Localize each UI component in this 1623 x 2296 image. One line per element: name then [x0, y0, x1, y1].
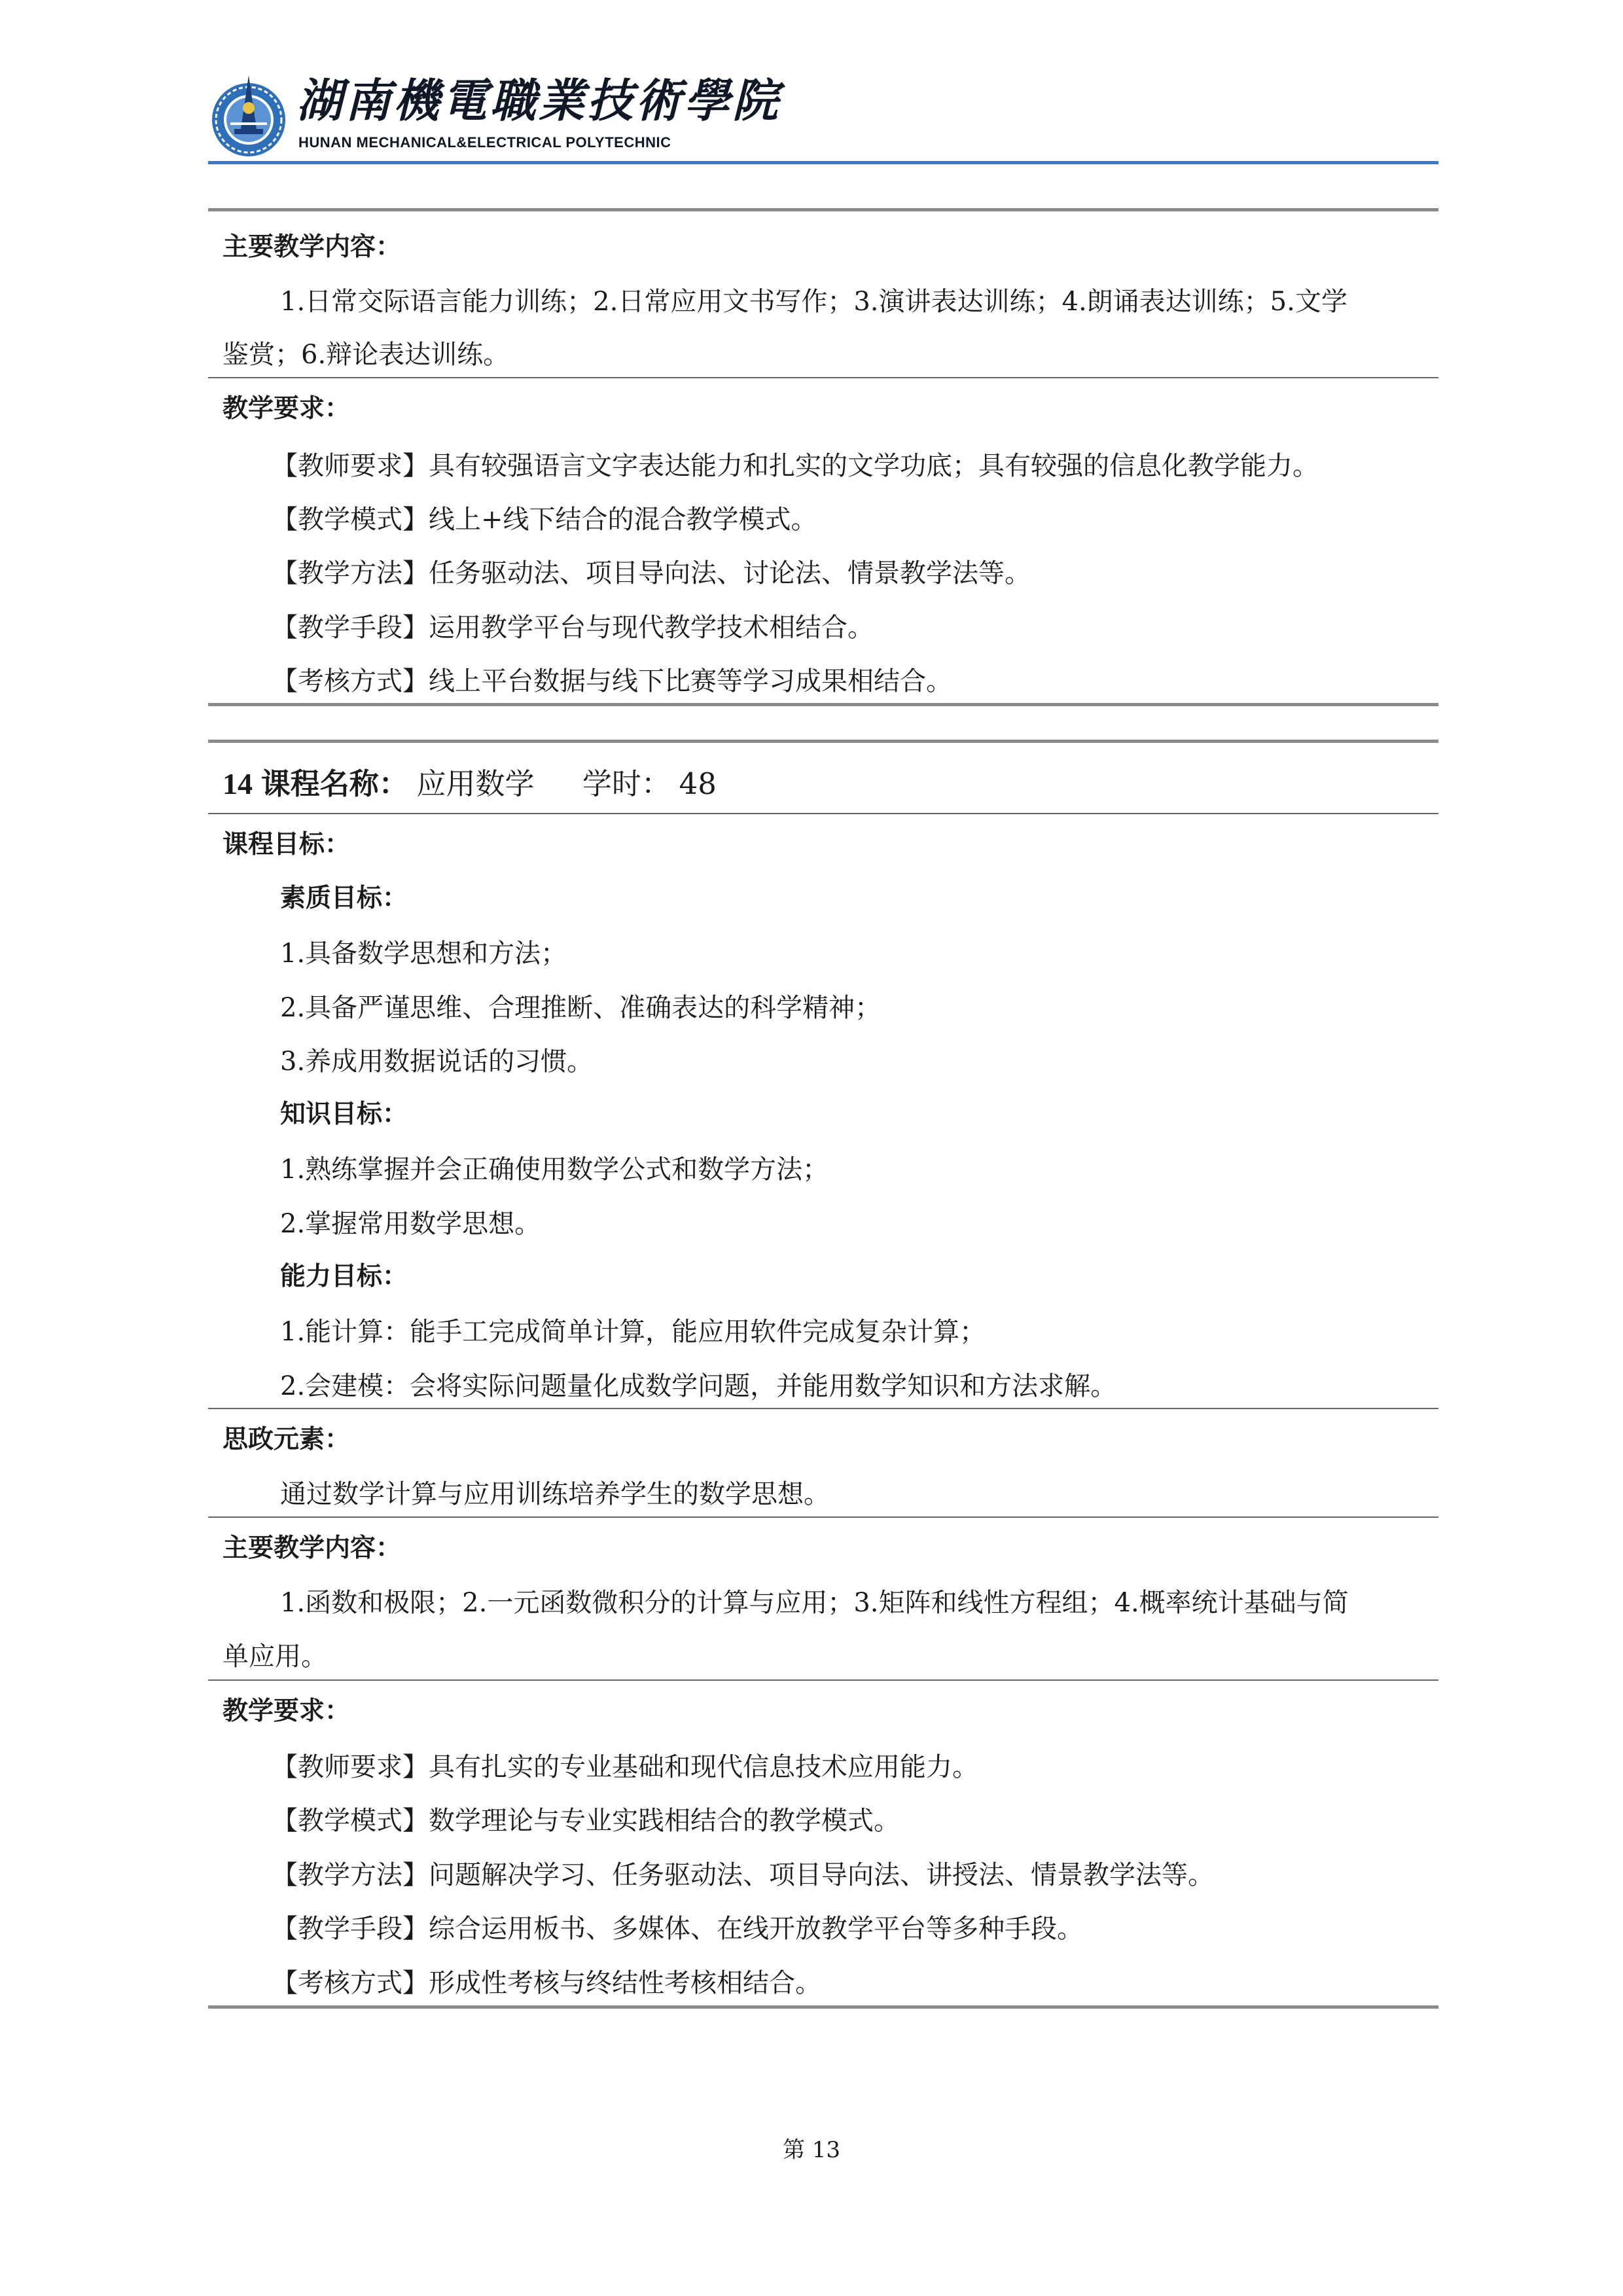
requirement-item: 【教学手段】综合运用板书、多媒体、在线开放教学平台等多种手段。: [272, 1914, 1083, 1944]
course-number: 14: [223, 767, 253, 800]
goal-heading: 课程目标：: [223, 830, 351, 859]
table-rule: [208, 377, 1438, 378]
requirement-item: 【教学手段】运用教学平台与现代教学技术相结合。: [272, 613, 874, 643]
table-rule: [208, 1679, 1438, 1681]
course-hours-label: 学时：: [582, 766, 671, 801]
goal-item: 2.具备严谨思维、合理推断、准确表达的科学精神；: [280, 993, 882, 1023]
knowledge-heading: 知识目标：: [280, 1100, 408, 1129]
table-rule: [208, 1408, 1438, 1409]
requirement-item: 【考核方式】线上平台数据与线下比赛等学习成果相结合。: [272, 666, 952, 696]
content-text: 单应用。: [223, 1641, 327, 1672]
goal-item: 1.熟练掌握并会正确使用数学公式和数学方法；: [280, 1155, 829, 1185]
school-logo-icon: [208, 69, 290, 160]
table-rule: [208, 208, 1438, 211]
page-number: 第 13: [782, 2137, 841, 2163]
requirements-heading: 教学要求：: [223, 1696, 351, 1726]
content-heading: 主要教学内容：: [223, 1534, 402, 1563]
course-name-label: 课程名称：: [260, 766, 408, 801]
table-rule: [208, 740, 1438, 743]
requirement-item: 【考核方式】形成性考核与终结性考核相结合。: [272, 1968, 821, 1998]
content-heading: 主要教学内容：: [223, 232, 402, 262]
school-name-cn: 湖南機電職業技術學院: [296, 73, 781, 128]
table-rule: [208, 1516, 1438, 1518]
requirement-item: 【教师要求】具有扎实的专业基础和现代信息技术应用能力。: [272, 1752, 978, 1782]
ideology-heading: 思政元素：: [223, 1425, 351, 1454]
table-rule: [208, 813, 1438, 814]
table-rule: [208, 2005, 1438, 2009]
goal-item: 2.掌握常用数学思想。: [280, 1209, 541, 1239]
goal-item: 1.能计算：能手工完成简单计算，能应用软件完成复杂计算；: [280, 1317, 986, 1347]
course-name: 应用数学: [416, 766, 535, 801]
goal-item: 1.具备数学思想和方法；: [280, 939, 567, 969]
requirement-item: 【教师要求】具有较强语言文字表达能力和扎实的文学功底；具有较强的信息化教学能力。: [272, 451, 1319, 481]
ability-heading: 能力目标：: [280, 1262, 408, 1291]
ideology-text: 通过数学计算与应用训练培养学生的数学思想。: [280, 1479, 830, 1509]
goal-item: 2.会建模：会将实际问题量化成数学问题，并能用数学知识和方法求解。: [280, 1371, 1117, 1401]
content-text: 1.日常交际语言能力训练；2.日常应用文书写作；3.演讲表达训练；4.朗诵表达训练；5.文学: [280, 287, 1347, 317]
goal-item: 3.养成用数据说话的习惯。: [280, 1047, 594, 1077]
requirement-item: 【教学方法】任务驱动法、项目导向法、讨论法、情景教学法等。: [272, 558, 1031, 588]
content-text: 1.函数和极限；2.一元函数微积分的计算与应用；3.矩阵和线性方程组；4.概率统计基础与简: [280, 1588, 1349, 1618]
table-rule: [208, 703, 1438, 706]
page-header: [208, 69, 1438, 167]
requirement-item: 【教学模式】数学理论与专业实践相结合的教学模式。: [272, 1806, 900, 1836]
school-name-en: HUNAN MECHANICAL&ELECTRICAL POLYTECHNIC: [298, 134, 671, 151]
header-rule: [208, 161, 1438, 164]
content-text: 鉴赏；6.辩论表达训练。: [223, 340, 510, 370]
course-hours: 48: [679, 766, 717, 801]
requirement-item: 【教学方法】问题解决学习、任务驱动法、项目导向法、讲授法、情景教学法等。: [272, 1860, 1214, 1890]
requirements-heading: 教学要求：: [223, 394, 351, 423]
course-title: [223, 766, 717, 802]
requirement-item: 【教学模式】线上+线下结合的混合教学模式。: [272, 505, 817, 535]
quality-heading: 素质目标：: [280, 884, 408, 913]
